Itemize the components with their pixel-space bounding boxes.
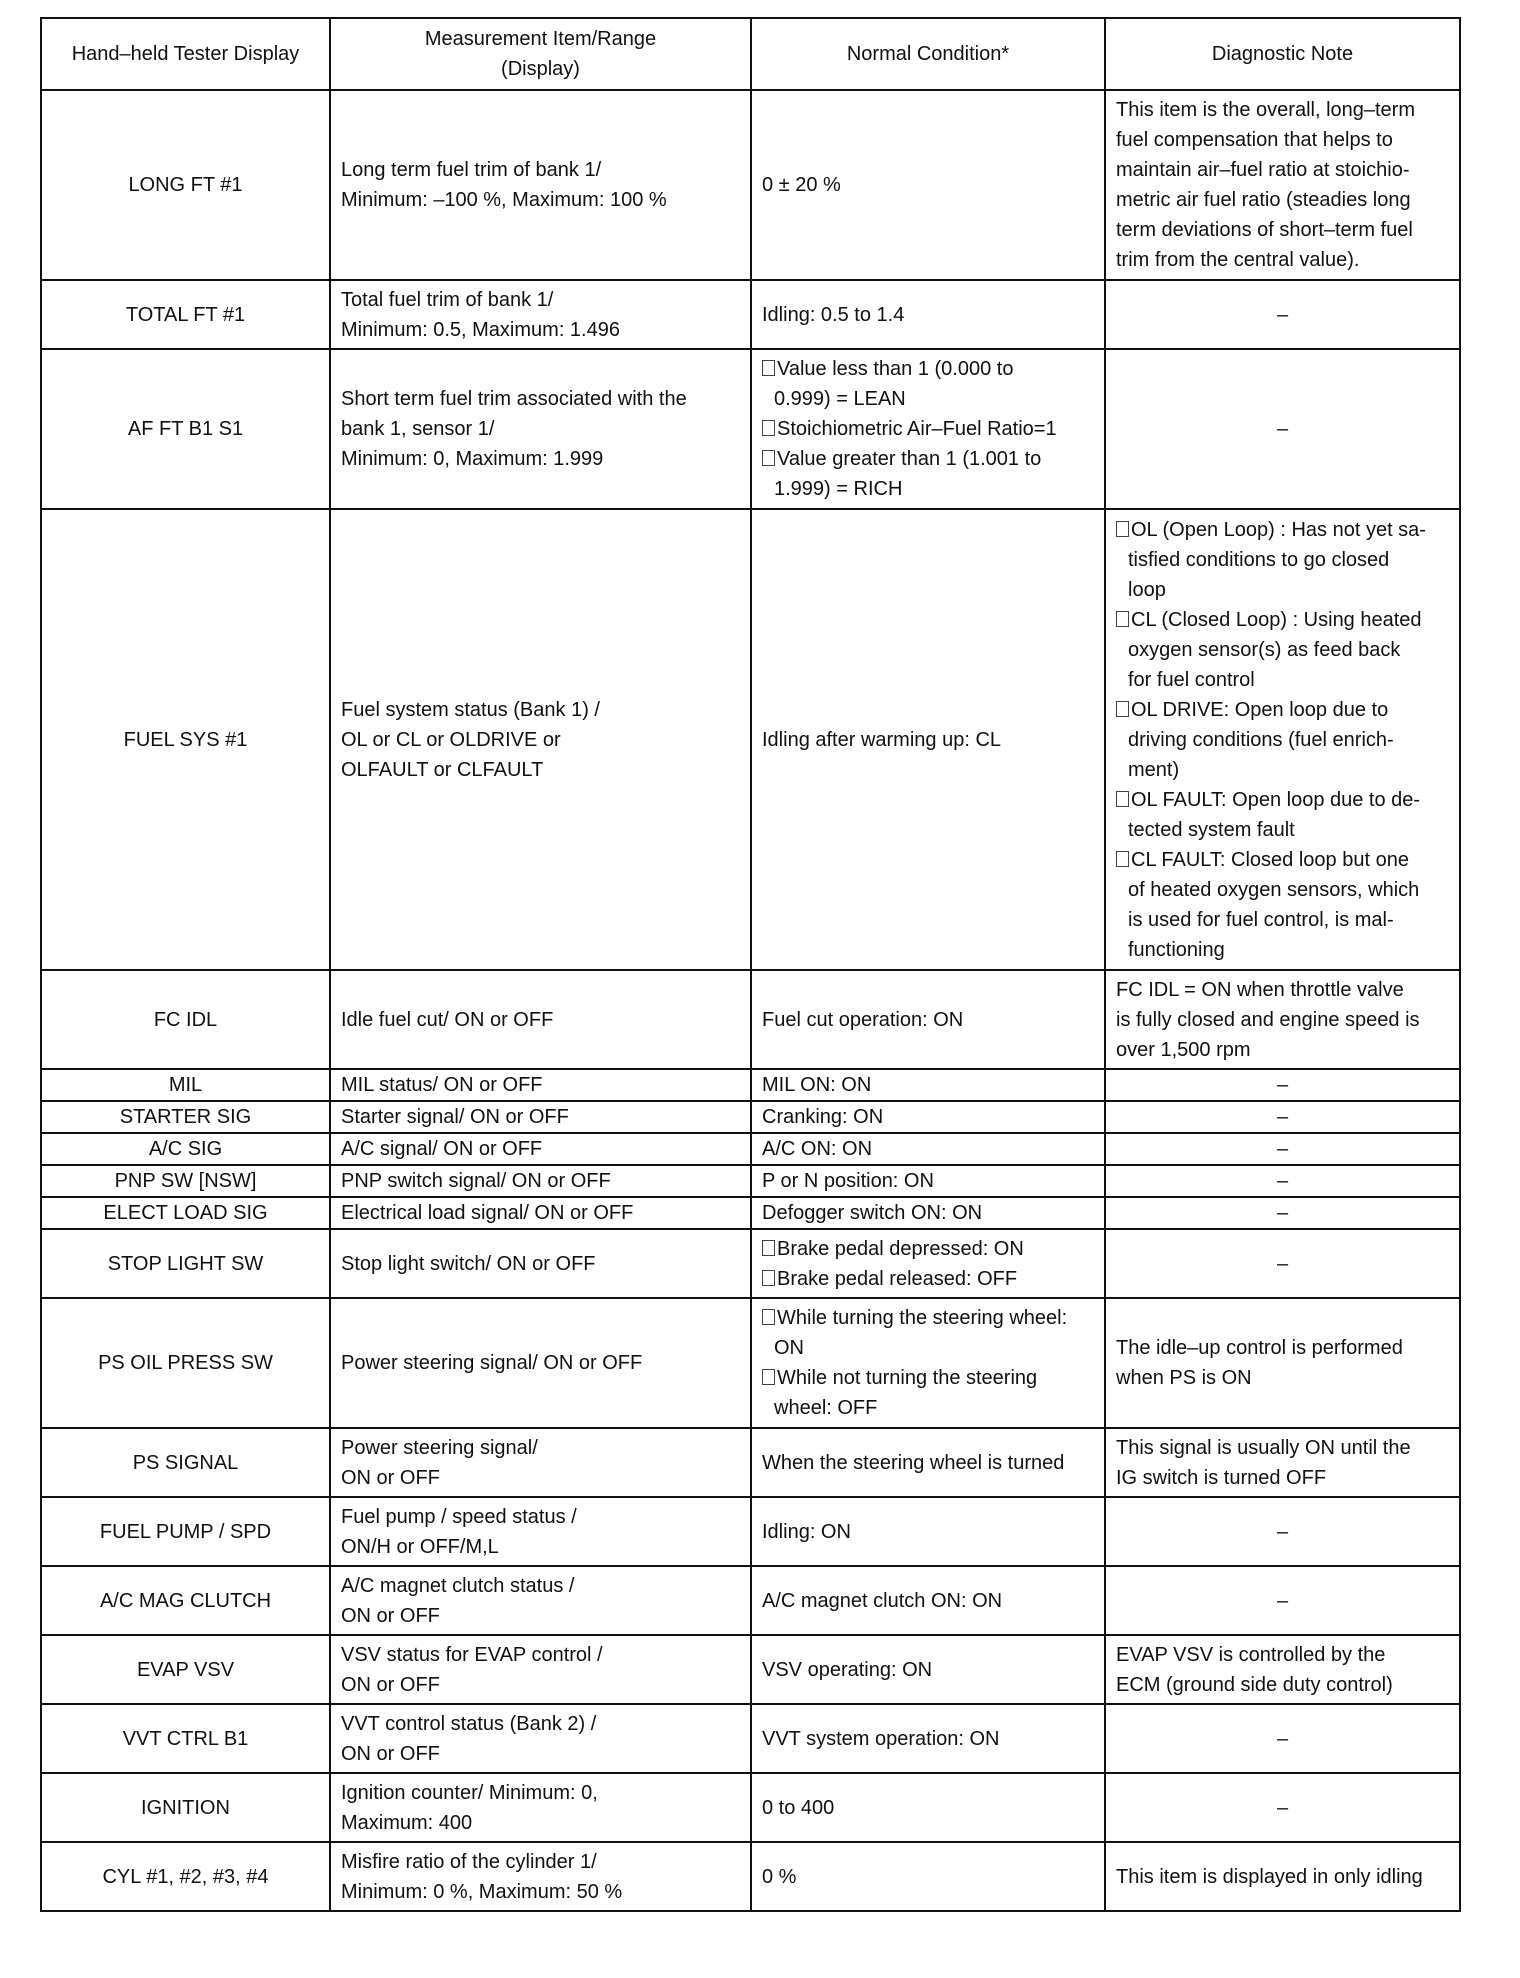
cell-diagnostic-note [1105, 1428, 1460, 1497]
cell-normal-condition [751, 1069, 1105, 1101]
cell-measurement-item: PNP switch signal/ ON or OFF [330, 1165, 751, 1197]
cell-tester-display: EVAP VSV [41, 1635, 330, 1704]
table-row [41, 1635, 1460, 1704]
cell-text [762, 1659, 932, 1681]
bullet-text: CL (Closed Loop) : Using heated oxygen sensor(s) as feed back for fuel control [1128, 608, 1422, 691]
cell-measurement-item: Idle fuel cut/ ON or OFF [330, 970, 751, 1069]
table-header-row [41, 18, 1460, 90]
cell-diagnostic-note [1105, 1298, 1460, 1428]
cell-measurement-item: Fuel system status (Bank 1) / OL or CL or OLDRIVE or OLFAULT or CLFAULT [330, 509, 751, 970]
bullet-text: This signal is usually ON until the IG switch is turned OFF [1116, 1436, 1411, 1489]
bullet-text: – [1276, 1252, 1289, 1275]
bullet-text: VSV operating: ON [762, 1658, 933, 1681]
cell-text [762, 1728, 1000, 1750]
cell-text [1277, 1590, 1288, 1612]
table-row [41, 1165, 1460, 1197]
bullet-text: When the steering wheel is turned [762, 1451, 1065, 1474]
cell-diagnostic-note [1105, 90, 1460, 280]
cell-normal-condition [751, 1229, 1105, 1298]
cell-diagnostic-note [1105, 1229, 1460, 1298]
cell-diagnostic-note [1105, 1197, 1460, 1229]
bullet-text: – [1276, 1202, 1289, 1224]
cell-measurement-item: Misfire ratio of the cylinder 1/ Minimum: 0 %, Maximum: 50 % [330, 1842, 751, 1911]
cell-text [1277, 1728, 1288, 1750]
bullet-item [762, 1303, 1094, 1363]
cell-diagnostic-note [1105, 1497, 1460, 1566]
cell-tester-display: PNP SW [NSW] [41, 1165, 330, 1197]
cell-text [1277, 1106, 1288, 1128]
bullet-item [762, 1363, 1094, 1423]
header-diagnostic-note: Diagnostic Note [1105, 18, 1460, 90]
table-row [41, 1298, 1460, 1428]
cell-diagnostic-note [1105, 1566, 1460, 1635]
cell-tester-display: STARTER SIG [41, 1101, 330, 1133]
cell-tester-display: FC IDL [41, 970, 330, 1069]
cell-text [762, 1170, 934, 1192]
bullet-text: Brake pedal released: OFF [777, 1267, 1018, 1290]
bullet-text: 0 ± 20 % [762, 174, 841, 196]
cell-measurement-item: A/C magnet clutch status / ON or OFF [330, 1566, 751, 1635]
bullet-text: – [1276, 1138, 1289, 1160]
table-row [41, 90, 1460, 280]
table-row [41, 1428, 1460, 1497]
cell-text [762, 1106, 883, 1128]
bullet-text: FC IDL = ON when throttle valve is fully closed and engine speed is over 1,500 rpm [1116, 978, 1420, 1061]
bullet-text: Idling after warming up: CL [762, 728, 1002, 751]
bullet-text: – [1276, 418, 1289, 440]
cell-text [1277, 1797, 1288, 1819]
bullet-item [1116, 695, 1449, 785]
cell-diagnostic-note [1105, 1773, 1460, 1842]
bullet-text: A/C magnet clutch ON: ON [762, 1589, 1003, 1612]
checkbox-square-icon [1116, 851, 1129, 867]
bullet-text: OL FAULT: Open loop due to de- tected system fault [1128, 788, 1421, 841]
header-normal-condition: Normal Condition* [751, 18, 1105, 90]
checkbox-square-icon [762, 1270, 775, 1286]
cell-measurement-item: Starter signal/ ON or OFF [330, 1101, 751, 1133]
table-row [41, 1773, 1460, 1842]
bullet-text: Stoichiometric Air–Fuel Ratio=1 [777, 418, 1057, 440]
cell-normal-condition [751, 280, 1105, 349]
cell-normal-condition [751, 1566, 1105, 1635]
bullet-text: This item is displayed in only idling [1116, 1865, 1423, 1888]
cell-normal-condition [751, 1842, 1105, 1911]
bullet-text: – [1276, 1589, 1289, 1612]
checkbox-square-icon [1116, 521, 1129, 537]
checkbox-square-icon [762, 1309, 775, 1325]
bullet-text: CL FAULT: Closed loop but one of heated oxygen sensors, which is used for fuel control, is mal- functioning [1128, 848, 1420, 961]
cell-tester-display: CYL #1, #2, #3, #4 [41, 1842, 330, 1911]
bullet-text: This item is the overall, long–term fuel compensation that helps to maintain air–fuel ratio at stoichio- metric air fuel ratio (steadies long term deviations of short–term fuel trim from the central value). [1116, 99, 1416, 271]
cell-measurement-item: Fuel pump / speed status / ON/H or OFF/M,L [330, 1497, 751, 1566]
bullet-text: Idling: 0.5 to 1.4 [762, 303, 905, 326]
cell-measurement-item: Power steering signal/ ON or OFF [330, 1428, 751, 1497]
checkbox-square-icon [1116, 701, 1129, 717]
cell-diagnostic-note [1105, 1069, 1460, 1101]
table-row [41, 1133, 1460, 1165]
bullet-item [1116, 785, 1449, 845]
bullet-text: 0 % [762, 1865, 797, 1888]
bullet-text: – [1276, 1170, 1289, 1192]
cell-text [1277, 1074, 1288, 1096]
cell-normal-condition [751, 970, 1105, 1069]
cell-diagnostic-note [1105, 280, 1460, 349]
cell-text [762, 1521, 851, 1543]
cell-tester-display: PS OIL PRESS SW [41, 1298, 330, 1428]
cell-text [1277, 1170, 1288, 1192]
cell-text [762, 1866, 796, 1888]
table-row [41, 349, 1460, 509]
table-row [41, 970, 1460, 1069]
bullet-item [762, 1264, 1094, 1294]
cell-diagnostic-note [1105, 970, 1460, 1069]
bullet-text: While not turning the steering wheel: OFF [774, 1367, 1038, 1419]
cell-tester-display: TOTAL FT #1 [41, 280, 330, 349]
table-row [41, 1497, 1460, 1566]
cell-text [762, 1009, 963, 1031]
cell-normal-condition [751, 1635, 1105, 1704]
cell-normal-condition [751, 1197, 1105, 1229]
bullet-text: Value greater than 1 (1.001 to 1.999) = RICH [774, 448, 1042, 500]
cell-normal-condition [751, 349, 1105, 509]
cell-tester-display: A/C SIG [41, 1133, 330, 1165]
cell-text [1116, 1437, 1411, 1489]
checkbox-square-icon [1116, 611, 1129, 627]
bullet-text: P or N position: ON [762, 1170, 934, 1192]
cell-diagnostic-note [1105, 1165, 1460, 1197]
cell-measurement-item: Long term fuel trim of bank 1/ Minimum: –100 %, Maximum: 100 % [330, 90, 751, 280]
table-row [41, 1101, 1460, 1133]
cell-text [762, 729, 1001, 751]
bullet-item [762, 1234, 1094, 1264]
cell-text [762, 1138, 872, 1160]
cell-normal-condition [751, 1165, 1105, 1197]
cell-text [1116, 1644, 1393, 1696]
bullet-text: – [1276, 1106, 1289, 1128]
cell-tester-display: LONG FT #1 [41, 90, 330, 280]
cell-tester-display: ELECT LOAD SIG [41, 1197, 330, 1229]
cell-diagnostic-note [1105, 1635, 1460, 1704]
cell-normal-condition [751, 1101, 1105, 1133]
bullet-item [762, 444, 1094, 504]
cell-measurement-item: Stop light switch/ ON or OFF [330, 1229, 751, 1298]
cell-text [762, 1590, 1002, 1612]
cell-text [1116, 979, 1420, 1061]
table-row [41, 1566, 1460, 1635]
checkbox-square-icon [762, 360, 775, 376]
bullet-text: OL (Open Loop) : Has not yet sa- tisfied conditions to go closed loop [1128, 518, 1426, 601]
table-row [41, 1842, 1460, 1911]
bullet-text: Idling: ON [762, 1520, 851, 1543]
header-tester-display: Hand–held Tester Display [41, 18, 330, 90]
bullet-text: Value less than 1 (0.000 to 0.999) = LEAN [774, 358, 1014, 410]
bullet-text: OL DRIVE: Open loop due to driving conditions (fuel enrich- ment) [1128, 698, 1394, 781]
cell-tester-display: MIL [41, 1069, 330, 1101]
bullet-text: – [1276, 1796, 1289, 1819]
bullet-text: 0 to 400 [762, 1796, 835, 1819]
table-row [41, 1229, 1460, 1298]
cell-text [1277, 1521, 1288, 1543]
cell-text [1277, 418, 1288, 440]
cell-measurement-item: A/C signal/ ON or OFF [330, 1133, 751, 1165]
checkbox-square-icon [762, 1369, 775, 1385]
cell-normal-condition [751, 1133, 1105, 1165]
header-measurement-item: Measurement Item/Range (Display) [330, 18, 751, 90]
cell-tester-display: STOP LIGHT SW [41, 1229, 330, 1298]
cell-diagnostic-note [1105, 1133, 1460, 1165]
cell-normal-condition [751, 1428, 1105, 1497]
bullet-item [1116, 605, 1449, 695]
cell-text [762, 174, 841, 196]
bullet-item [762, 414, 1094, 444]
bullet-text: While turning the steering wheel: ON [774, 1307, 1068, 1359]
cell-text [1277, 1138, 1288, 1160]
cell-text [762, 1202, 982, 1224]
cell-measurement-item: Short term fuel trim associated with the bank 1, sensor 1/ Minimum: 0, Maximum: 1.999 [330, 349, 751, 509]
checkbox-square-icon [762, 420, 775, 436]
cell-diagnostic-note [1105, 1101, 1460, 1133]
bullet-item [762, 354, 1094, 414]
cell-tester-display: VVT CTRL B1 [41, 1704, 330, 1773]
cell-tester-display: IGNITION [41, 1773, 330, 1842]
cell-normal-condition [751, 1704, 1105, 1773]
cell-measurement-item: MIL status/ ON or OFF [330, 1069, 751, 1101]
table-row [41, 509, 1460, 970]
cell-measurement-item: Total fuel trim of bank 1/ Minimum: 0.5, Maximum: 1.496 [330, 280, 751, 349]
cell-text [1116, 99, 1415, 271]
diagnostic-data-table [40, 17, 1461, 1912]
cell-diagnostic-note [1105, 349, 1460, 509]
cell-tester-display: FUEL PUMP / SPD [41, 1497, 330, 1566]
cell-measurement-item: Power steering signal/ ON or OFF [330, 1298, 751, 1428]
table-body [41, 90, 1460, 1911]
cell-tester-display: FUEL SYS #1 [41, 509, 330, 970]
bullet-item [1116, 845, 1449, 965]
table-row [41, 280, 1460, 349]
bullet-text: VVT system operation: ON [762, 1727, 1000, 1750]
cell-normal-condition [751, 509, 1105, 970]
bullet-text: A/C ON: ON [762, 1138, 873, 1160]
cell-text [762, 1452, 1064, 1474]
bullet-text: – [1276, 1727, 1289, 1750]
bullet-item [1116, 515, 1449, 605]
table-row [41, 1069, 1460, 1101]
cell-text [1116, 1337, 1403, 1389]
cell-text [762, 304, 904, 326]
bullet-text: MIL ON: ON [762, 1074, 872, 1096]
bullet-text: – [1276, 1520, 1289, 1543]
cell-text [1277, 1202, 1288, 1224]
cell-tester-display: PS SIGNAL [41, 1428, 330, 1497]
bullet-text: Fuel cut operation: ON [762, 1008, 964, 1031]
cell-diagnostic-note [1105, 1842, 1460, 1911]
bullet-text: Brake pedal depressed: ON [777, 1237, 1024, 1260]
cell-tester-display: AF FT B1 S1 [41, 349, 330, 509]
cell-text [1277, 304, 1288, 326]
checkbox-square-icon [762, 450, 775, 466]
cell-normal-condition [751, 1497, 1105, 1566]
cell-text [1116, 1866, 1423, 1888]
bullet-text: – [1276, 303, 1289, 326]
bullet-text: – [1276, 1074, 1289, 1096]
cell-text [762, 1797, 834, 1819]
table-row [41, 1704, 1460, 1773]
table-row [41, 1197, 1460, 1229]
cell-diagnostic-note [1105, 509, 1460, 970]
checkbox-square-icon [1116, 791, 1129, 807]
checkbox-square-icon [762, 1240, 775, 1256]
cell-normal-condition [751, 90, 1105, 280]
cell-normal-condition [751, 1298, 1105, 1428]
cell-measurement-item: Electrical load signal/ ON or OFF [330, 1197, 751, 1229]
bullet-text: The idle–up control is performed when PS is ON [1116, 1337, 1403, 1389]
bullet-text: Cranking: ON [762, 1106, 884, 1128]
cell-text [1277, 1253, 1288, 1275]
cell-measurement-item: Ignition counter/ Minimum: 0, Maximum: 400 [330, 1773, 751, 1842]
cell-tester-display: A/C MAG CLUTCH [41, 1566, 330, 1635]
bullet-text: Defogger switch ON: ON [762, 1202, 983, 1224]
cell-diagnostic-note [1105, 1704, 1460, 1773]
cell-measurement-item: VSV status for EVAP control / ON or OFF [330, 1635, 751, 1704]
cell-normal-condition [751, 1773, 1105, 1842]
cell-measurement-item: VVT control status (Bank 2) / ON or OFF [330, 1704, 751, 1773]
cell-text [762, 1074, 871, 1096]
bullet-text: EVAP VSV is controlled by the ECM (ground side duty control) [1116, 1643, 1393, 1696]
